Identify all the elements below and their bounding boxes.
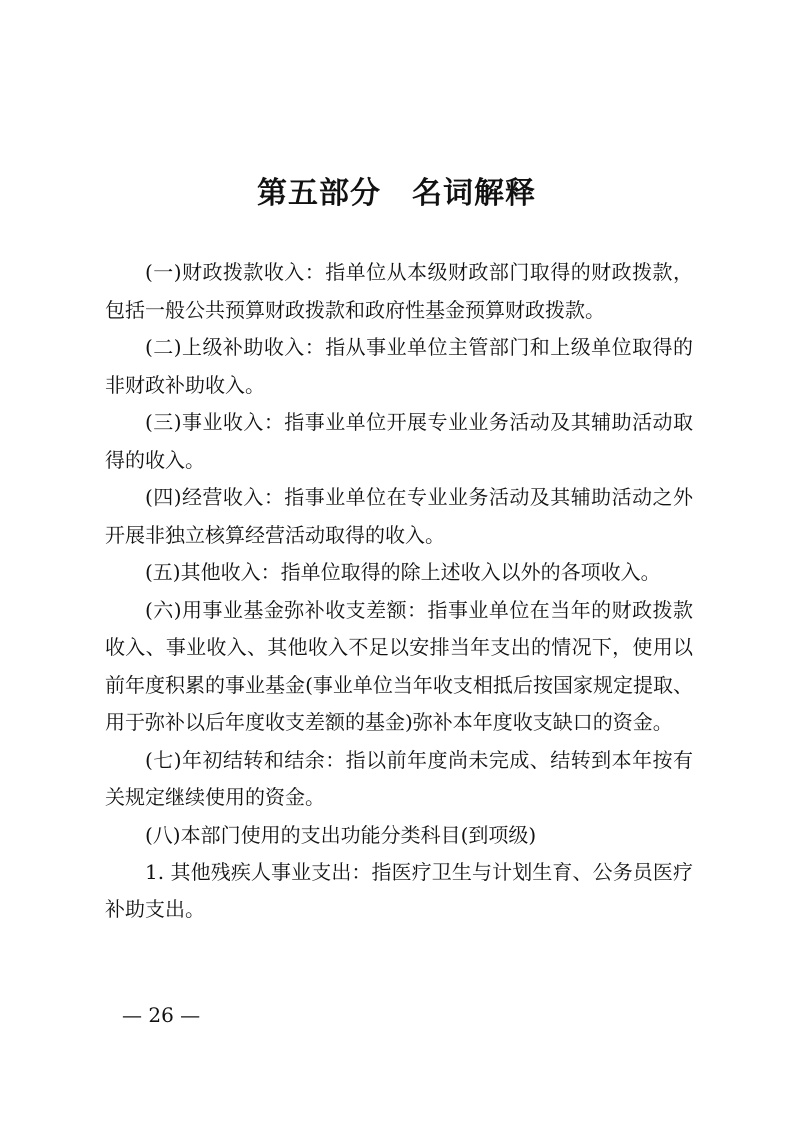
- paragraph-disability-expenditure: 1. 其他残疾人事业支出：指医疗卫生与计划生育、公务员医疗补助支出。: [105, 859, 693, 921]
- paragraph-carryover-balance: (七)年初结转和结余：指以前年度尚未完成、结转到本年按有关规定继续使用的资金。: [105, 747, 693, 809]
- paragraph-other-income: (五)其他收入：指单位取得的除上述收入以外的各项收入。: [145, 560, 661, 584]
- page-number: — 26 —: [122, 1003, 201, 1027]
- page-title: 第五部分 名词解释: [257, 176, 536, 211]
- body-text: [105, 254, 693, 928]
- paragraph-fiscal-appropriation-income: (一)财政拨款收入：指单位从本级财政部门取得的财政拨款，包括一般公共预算财政拨款和政府性基金预算财政拨款。: [105, 260, 693, 322]
- paragraph-business-income: (三)事业收入：指事业单位开展专业业务活动及其辅助活动取得的收入。: [105, 410, 693, 472]
- paragraph-operating-income: (四)经营收入：指事业单位在专业业务活动及其辅助活动之外开展非独立核算经营活动取得的收入。: [105, 485, 693, 547]
- paragraph-business-fund-deficit: (六)用事业基金弥补收支差额：指事业单位在当年的财政拨款收入、事业收入、其他收入不足以安排当年支出的情况下，使用以前年度积累的事业基金(事业单位当年收支相抵后按国家规定提取、用于弥补以后年度收支差额的基金)弥补本年度收支缺口的资金。: [105, 597, 693, 734]
- paragraph-superior-subsidy-income: (二)上级补助收入：指从事业单位主管部门和上级单位取得的非财政补助收入。: [105, 335, 693, 397]
- paragraph-expenditure-categories: (八)本部门使用的支出功能分类科目(到项级): [145, 822, 537, 847]
